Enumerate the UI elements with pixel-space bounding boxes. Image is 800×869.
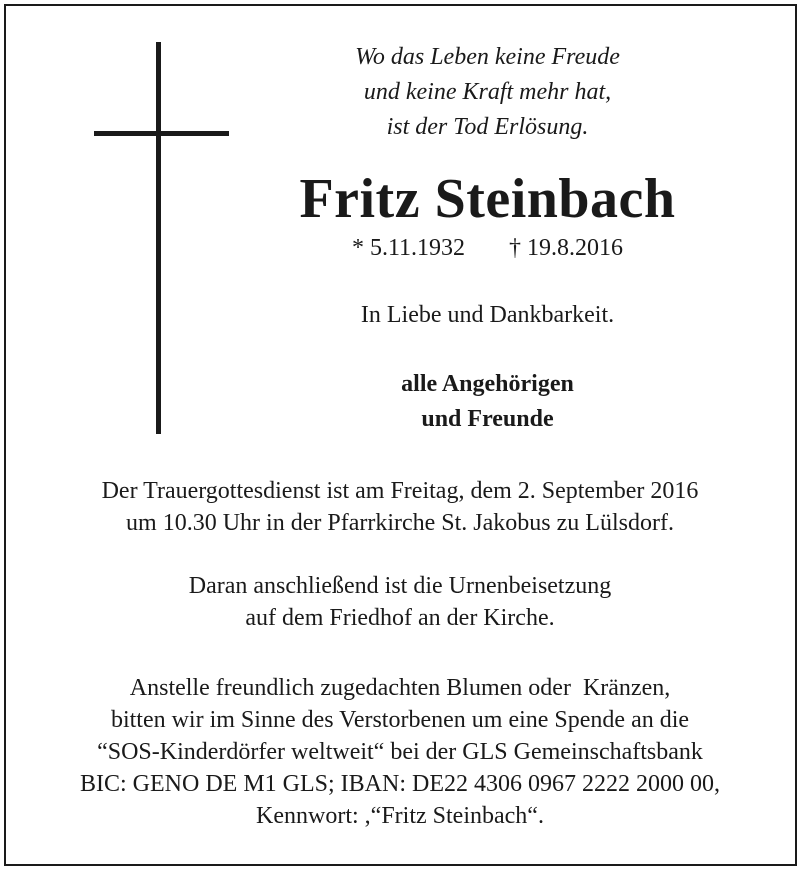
donation-line: “SOS-Kinderdörfer weltweit“ bei der GLS Gemeinschaftsbank — [97, 739, 703, 765]
quote-line: Wo das Leben keine Freude — [355, 44, 620, 70]
mourners-signature — [240, 367, 735, 437]
donation-request — [20, 672, 780, 832]
service-line: Der Trauergottesdienst ist am Freitag, dem 2. September 2016 — [101, 478, 699, 504]
death-date: † 19.8.2016 — [509, 235, 624, 261]
mourners-line: und Freunde — [421, 406, 554, 432]
mourners-line: alle Angehörigen — [401, 371, 574, 397]
quote-verse — [240, 40, 735, 145]
cross-vertical-bar — [156, 42, 161, 434]
cross-horizontal-bar — [94, 131, 229, 136]
burial-announcement — [20, 570, 780, 634]
deceased-name: Fritz Steinbach — [299, 168, 676, 230]
donation-line: bitten wir im Sinne des Verstorbenen um eine Spende an die — [110, 707, 690, 733]
donation-line: Kennwort: ,“Fritz Steinbach“. — [256, 803, 544, 829]
service-line: um 10.30 Uhr in der Pfarrkirche St. Jakobus zu Lülsdorf. — [126, 510, 674, 536]
quote-line: ist der Tod Erlösung. — [386, 114, 589, 140]
donation-line: BIC: GENO DE M1 GLS; IBAN: DE22 4306 0967 2222 2000 00, — [80, 771, 720, 797]
service-announcement — [20, 475, 780, 539]
birth-date: * 5.11.1932 — [351, 235, 466, 261]
thanks-line: In Liebe und Dankbarkeit. — [360, 302, 615, 328]
life-dates — [240, 231, 735, 265]
burial-line: Daran anschließend ist die Urnenbeisetzung — [188, 573, 612, 599]
donation-line: Anstelle freundlich zugedachten Blumen oder Kränzen, — [129, 675, 671, 701]
quote-line: und keine Kraft mehr hat, — [363, 79, 612, 105]
burial-line: auf dem Friedhof an der Kirche. — [245, 605, 555, 631]
